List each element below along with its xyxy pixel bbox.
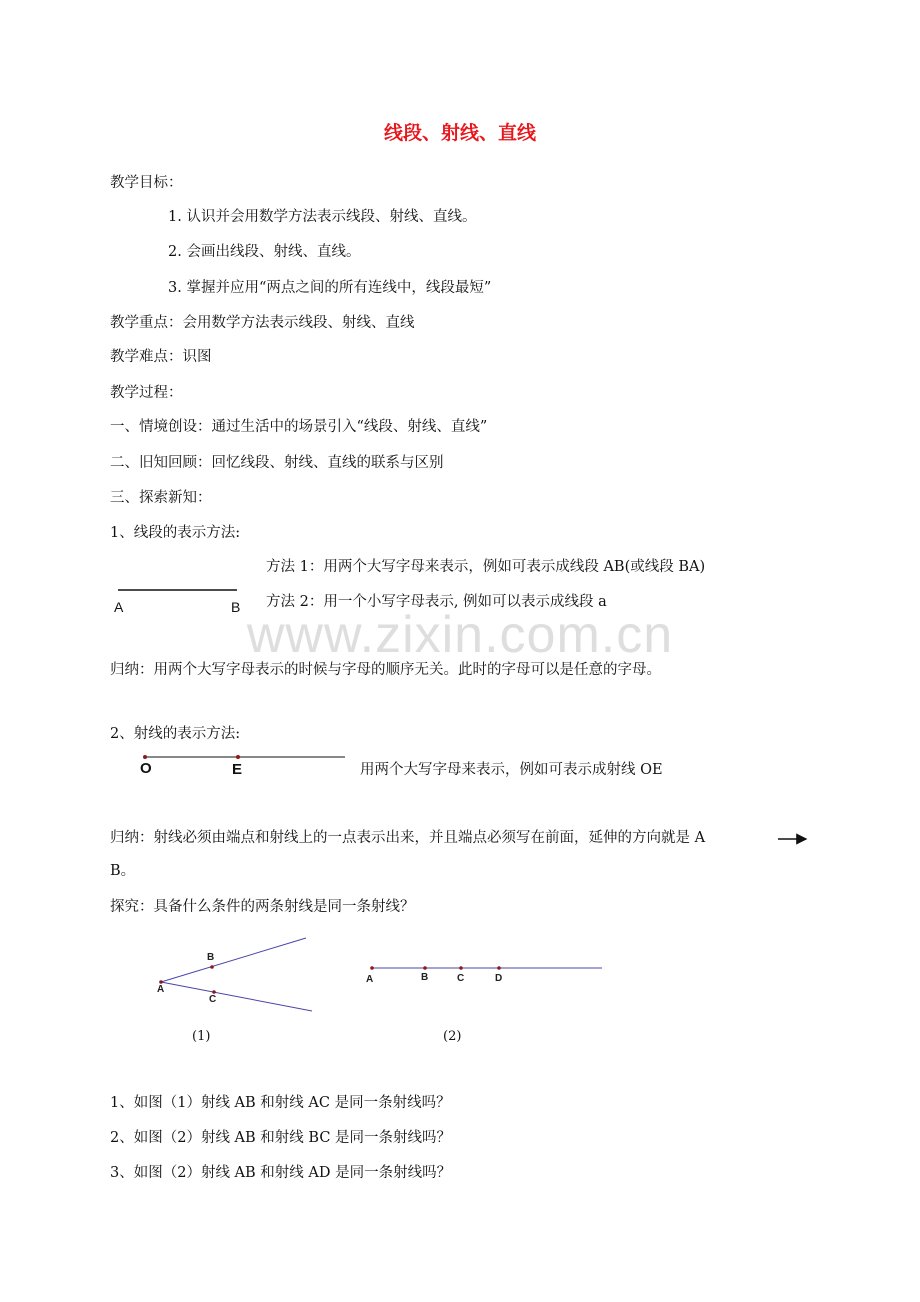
ray-label-o: O [140, 760, 152, 777]
fig1-label-c: C [209, 994, 217, 1005]
ray-summary-continued: B。 [110, 863, 136, 879]
fig2-label-b: B [421, 972, 429, 983]
key-point: 教学重点：会用数学方法表示线段、射线、直线 [110, 315, 415, 331]
explore-question: 探究：具备什么条件的两条射线是同一条射线？ [110, 899, 415, 915]
watermark: www.zixin.com.cn [246, 606, 674, 664]
ray-point-o [143, 755, 147, 759]
fig2-label-c: C [457, 973, 465, 984]
fig2-caption: (2) [443, 1029, 462, 1044]
ray-point-e [236, 755, 240, 759]
fig2-label-d: D [495, 973, 503, 984]
segment-label-a: A [114, 599, 124, 615]
segment-heading: 1、线段的表示方法: [110, 525, 241, 541]
fig1-label-a: A [157, 984, 165, 995]
ray-summary: 归纳：射线必须由端点和射线上的一点表示出来，并且端点必须写在前面，延伸的方向就是 A [110, 830, 706, 846]
page-title: 线段、射线、直线 [383, 122, 536, 144]
segment-method-1: 方法 1：用两个大写字母来表示，例如可表示成线段 AB(或线段 BA) [266, 559, 706, 575]
process-step: 一、情境创设：通过生活中的场景引入“线段、射线、直线” [110, 419, 488, 435]
fig2-point-c [459, 966, 463, 970]
question-item: 3、如图（2）射线 AB 和射线 AD 是同一条射线吗？ [110, 1165, 452, 1181]
fig1-caption: (1) [192, 1029, 211, 1044]
objective-item: 2. 会画出线段、射线、直线。 [168, 244, 361, 260]
question-item: 2、如图（2）射线 AB 和射线 BC 是同一条射线吗？ [110, 1130, 452, 1146]
ray-label-e: E [232, 761, 243, 778]
difficulty: 教学难点：识图 [110, 349, 212, 365]
objective-item: 3. 掌握并应用“两点之间的所有连线中，线段最短” [168, 280, 492, 296]
process-step: 二、旧知回顾：回忆线段、射线、直线的联系与区别 [110, 455, 444, 471]
fig1-ray-ab [161, 938, 306, 982]
ray-heading: 2、射线的表示方法: [110, 726, 241, 742]
segment-summary: 归纳：用两个大写字母表示的时候与字母的顺序无关。此时的字母可以是任意的字母。 [110, 662, 661, 678]
objectives-heading: 教学目标： [110, 175, 183, 191]
fig1-label-b: B [207, 952, 215, 963]
fig2-point-d [497, 966, 501, 970]
question-item: 1、如图（1）射线 AB 和射线 AC 是同一条射线吗？ [110, 1095, 451, 1111]
fig2-label-a: A [366, 974, 374, 985]
process-step: 三、探索新知： [110, 490, 212, 506]
fig1-point-a [159, 980, 163, 984]
fig1-ray-ac [161, 982, 312, 1011]
segment-label-b: B [231, 599, 241, 615]
fig2-point-a [370, 966, 374, 970]
fig1-point-b [210, 965, 214, 969]
fig2-point-b [423, 966, 427, 970]
fig1-point-c [212, 990, 216, 994]
segment-method-2: 方法 2：用一个小写字母表示, 例如可以表示成线段 a [266, 594, 607, 610]
process-heading: 教学过程： [110, 385, 183, 401]
objective-item: 1. 认识并会用数学方法表示线段、射线、直线。 [168, 209, 477, 225]
ray-method: 用两个大写字母来表示，例如可表示成射线 OE [360, 762, 663, 778]
